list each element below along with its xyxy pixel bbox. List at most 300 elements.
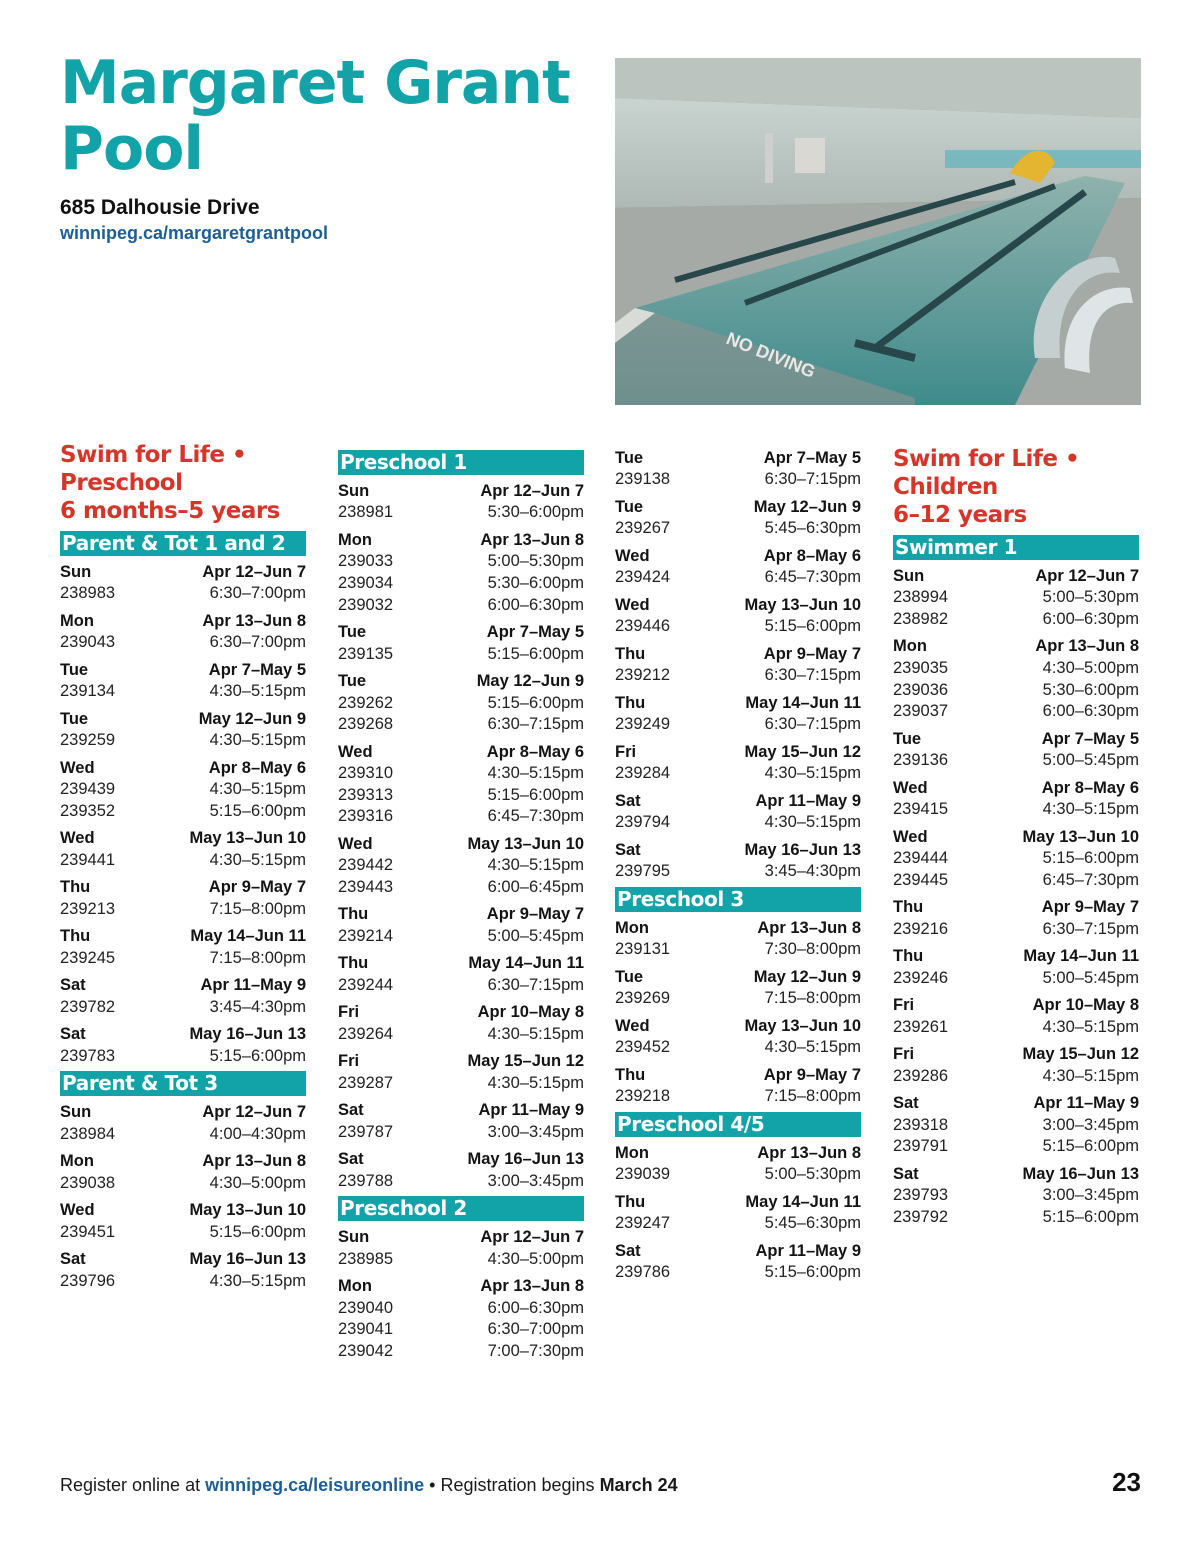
entry-day: Wed [338,834,373,853]
session-time: 6:30–7:15pm [1042,919,1139,938]
session-row [893,968,1139,990]
entry-dates: Apr 11–May 9 [755,791,861,810]
entry-day: Fri [338,1003,360,1022]
leisure-online-link[interactable]: winnipeg.ca/leisureonline [205,1475,425,1495]
entry-day: Wed [338,742,373,761]
session-row [60,681,306,703]
entry-dates: Apr 12–Jun 7 [202,562,306,581]
course-code: 239246 [893,968,949,987]
entry-dates: Apr 12–Jun 7 [480,1228,584,1247]
entry-header [60,660,306,682]
session-row [893,799,1139,821]
schedule-entry [60,611,306,654]
entry-dates: May 16–Jun 13 [1022,1164,1139,1183]
schedule-entry [60,1024,306,1067]
course-code: 239037 [893,702,949,721]
session-row [615,988,861,1010]
schedule-entry [60,1102,306,1145]
entry-day: Sun [338,481,370,500]
session-time: 6:30–7:15pm [764,666,861,685]
course-code: 239441 [60,850,116,869]
entry-day: Tue [338,671,367,690]
session-row [338,502,584,524]
entry-dates: May 14–Jun 11 [745,693,861,712]
entry-day: Sat [615,791,641,810]
entry-day: Thu [893,898,924,917]
entry-dates: Apr 13–Jun 8 [480,530,584,549]
entry-header [338,834,584,856]
course-code: 239310 [338,764,394,783]
course-code: 239318 [893,1115,949,1134]
schedule-entry [615,918,861,961]
session-time: 5:15–6:00pm [209,801,306,820]
session-time: 5:00–5:45pm [1042,968,1139,987]
program-heading: Preschool 3 [615,887,861,912]
session-row [338,693,584,715]
entry-day: Fri [893,996,915,1015]
schedule-entry [615,644,861,687]
section-heading-line: 6 months–5 years [60,498,280,524]
session-row [60,730,306,752]
entry-header [60,709,306,731]
course-code: 239796 [60,1271,116,1290]
entry-day: Wed [615,595,650,614]
session-time: 3:45–4:30pm [764,862,861,881]
course-code: 239793 [893,1186,949,1205]
course-code: 239352 [60,801,116,820]
entry-header [60,1249,306,1271]
session-time: 6:45–7:30pm [1042,870,1139,889]
session-row [338,1249,584,1271]
program-heading: Parent & Tot 1 and 2 [60,531,306,556]
session-time: 3:00–3:45pm [487,1122,584,1141]
entry-day: Tue [338,622,367,641]
entry-header [60,828,306,850]
schedule-entry [60,758,306,823]
course-code: 239034 [338,573,394,592]
session-row [338,926,584,948]
session-time: 5:30–6:00pm [1042,680,1139,699]
session-time: 5:15–6:00pm [487,785,584,804]
schedule-entry [615,1192,861,1235]
session-row [60,1173,306,1195]
entry-header [615,595,861,617]
course-code: 239213 [60,899,116,918]
entry-dates: May 12–Jun 9 [198,709,306,728]
session-row [893,1136,1139,1158]
section-heading-line: Swim for Life • Children [893,446,1080,500]
entry-dates: May 14–Jun 11 [468,954,584,973]
session-time: 3:00–3:45pm [1042,1186,1139,1205]
entry-header [893,566,1139,588]
session-time: 5:00–5:45pm [1042,751,1139,770]
entry-dates: May 15–Jun 12 [744,742,861,761]
session-time: 5:15–6:00pm [487,693,584,712]
entry-day: Thu [615,644,646,663]
schedule-entry [338,622,584,665]
course-code: 239033 [338,552,394,571]
entry-header [60,975,306,997]
course-code: 239267 [615,519,671,538]
session-time: 4:30–5:15pm [764,1038,861,1057]
course-code: 239038 [60,1173,116,1192]
entry-day: Sat [615,840,641,859]
course-code: 239216 [893,919,949,938]
schedule-entry [338,1100,584,1143]
session-row [893,1185,1139,1207]
schedule-entry [338,530,584,616]
entry-header [615,448,861,470]
session-row [615,616,861,638]
session-row [893,701,1139,723]
session-time: 4:30–5:15pm [209,1271,306,1290]
session-time: 5:15–6:00pm [1042,849,1139,868]
entry-day: Sun [60,562,92,581]
schedule-entry [60,877,306,920]
session-time: 7:15–8:00pm [764,1087,861,1106]
entry-header [338,1002,584,1024]
session-time: 6:00–6:45pm [487,877,584,896]
session-row [615,567,861,589]
course-code: 239135 [338,644,394,663]
entry-header [615,967,861,989]
session-row [893,680,1139,702]
session-row [893,1017,1139,1039]
session-row [893,848,1139,870]
session-time: 6:00–6:30pm [1042,609,1139,628]
session-row [338,806,584,828]
schedule-entry [338,1149,584,1192]
entry-dates: May 13–Jun 10 [1022,827,1139,846]
entry-header [338,1051,584,1073]
session-time: 6:00–6:30pm [487,1298,584,1317]
entry-header [893,946,1139,968]
session-row [893,1115,1139,1137]
session-row [338,1122,584,1144]
session-row [60,1271,306,1293]
session-time: 6:00–6:30pm [1042,702,1139,721]
entry-day: Wed [893,778,928,797]
entry-header [615,644,861,666]
schedule-entry [60,1249,306,1292]
entry-dates: May 16–Jun 13 [744,840,861,859]
session-row [60,779,306,801]
session-row [615,665,861,687]
session-time: 5:00–5:30pm [764,1165,861,1184]
schedule-entry [615,840,861,883]
session-row [338,1319,584,1341]
session-row [338,1171,584,1193]
session-row [338,595,584,617]
entry-dates: May 12–Jun 9 [753,967,861,986]
session-row [338,1341,584,1363]
session-time: 4:30–5:15pm [1042,1066,1139,1085]
pool-marking: NO DIVING [723,328,819,382]
session-time: 5:30–6:00pm [487,573,584,592]
schedule-column-4 [893,445,1139,1228]
entry-dates: May 15–Jun 12 [467,1052,584,1071]
entry-dates: May 12–Jun 9 [476,671,584,690]
entry-header [615,840,861,862]
session-row [338,644,584,666]
session-time: 6:45–7:30pm [487,807,584,826]
footer-prefix: Register online at [60,1475,206,1495]
session-row [893,587,1139,609]
session-row [60,801,306,823]
entry-dates: Apr 12–Jun 7 [1035,566,1139,585]
program-heading: Preschool 2 [338,1196,584,1221]
schedule-entry [615,693,861,736]
entry-day: Mon [60,611,94,630]
entry-header [615,497,861,519]
session-row [60,948,306,970]
course-code: 239259 [60,731,116,750]
schedule-column-3 [615,442,861,1284]
schedule-entry [893,566,1139,631]
pool-photo [615,58,1141,405]
schedule-entry [893,1164,1139,1229]
session-time: 4:30–5:15pm [1042,1017,1139,1036]
session-row [893,919,1139,941]
footer-middle: • Registration begins [424,1475,600,1495]
course-code: 239036 [893,680,949,699]
entry-dates: May 13–Jun 10 [467,834,584,853]
entry-header [615,1192,861,1214]
entry-day: Sat [338,1101,364,1120]
session-row [338,573,584,595]
course-code: 239284 [615,764,671,783]
session-row [60,583,306,605]
course-code: 239244 [338,975,394,994]
session-time: 5:30–6:00pm [487,503,584,522]
session-row [338,714,584,736]
session-time: 4:00–4:30pm [209,1124,306,1143]
entry-dates: Apr 8–May 6 [1041,778,1139,797]
session-time: 4:30–5:15pm [487,856,584,875]
entry-header [615,546,861,568]
course-code: 239795 [615,862,671,881]
entry-dates: May 14–Jun 11 [190,927,306,946]
entry-header [615,1065,861,1087]
entry-header [893,1044,1139,1066]
session-row [338,785,584,807]
entry-day: Thu [615,1065,646,1084]
session-row [893,1066,1139,1088]
entry-header [338,671,584,693]
session-time: 5:00–5:30pm [487,552,584,571]
course-code: 239782 [60,997,116,1016]
program-heading: Preschool 4/5 [615,1112,861,1137]
entry-day: Sat [338,1150,364,1169]
session-row [60,997,306,1019]
session-time: 5:15–6:00pm [209,1046,306,1065]
session-row [615,861,861,883]
course-code: 239783 [60,1046,116,1065]
session-row [893,1207,1139,1229]
session-time: 6:30–7:15pm [487,975,584,994]
session-row [615,763,861,785]
entry-day: Tue [893,729,922,748]
course-code: 239787 [338,1122,394,1141]
course-code: 239451 [60,1222,116,1241]
entry-dates: Apr 11–May 9 [755,1241,861,1260]
page-number: 23 [1112,1467,1141,1497]
course-code: 239043 [60,633,116,652]
session-time: 5:15–6:00pm [1042,1207,1139,1226]
section-heading [893,445,1139,529]
session-row [60,899,306,921]
session-time: 3:00–3:45pm [487,1171,584,1190]
course-code: 239791 [893,1137,949,1156]
schedule-entry [338,1002,584,1045]
course-code: 239439 [60,780,116,799]
entry-dates: Apr 7–May 5 [763,448,861,467]
entry-dates: Apr 10–May 8 [477,1003,584,1022]
schedule-entry [60,1151,306,1194]
entry-header [60,1151,306,1173]
pool-photo-illustration [615,58,1141,405]
pool-website-link[interactable]: winnipeg.ca/margaretgrantpool [60,223,329,243]
session-row [615,812,861,834]
session-time: 6:30–7:15pm [487,715,584,734]
entry-day: Thu [615,1192,646,1211]
entry-dates: Apr 9–May 7 [486,905,584,924]
entry-day: Fri [615,742,637,761]
session-row [60,850,306,872]
entry-dates: Apr 8–May 6 [208,758,306,777]
session-time: 5:15–6:00pm [764,1263,861,1282]
course-code: 239249 [615,715,671,734]
entry-day: Tue [615,497,644,516]
entry-dates: Apr 11–May 9 [1033,1094,1139,1113]
session-time: 6:30–7:15pm [764,715,861,734]
course-code: 239134 [60,682,116,701]
session-time: 5:15–6:00pm [487,644,584,663]
address: 685 Dalhousie Drive [60,196,260,219]
schedule-entry [615,791,861,834]
session-row [615,1037,861,1059]
session-time: 7:15–8:00pm [209,948,306,967]
schedule-entry [338,742,584,828]
entry-day: Mon [338,1277,372,1296]
entry-day: Mon [338,530,372,549]
entry-day: Thu [615,693,646,712]
session-time: 4:30–5:00pm [1042,658,1139,677]
entry-dates: Apr 13–Jun 8 [202,1152,306,1171]
entry-day: Thu [893,947,924,966]
entry-header [893,729,1139,751]
session-time: 5:45–6:30pm [764,1214,861,1233]
session-time: 7:00–7:30pm [487,1341,584,1360]
course-code: 238984 [60,1124,116,1143]
session-row [60,632,306,654]
entry-day: Sat [60,1025,86,1044]
entry-dates: May 14–Jun 11 [1023,947,1139,966]
course-code: 238982 [893,609,949,628]
entry-dates: Apr 11–May 9 [200,976,306,995]
entry-header [615,693,861,715]
entry-header [60,611,306,633]
session-time: 6:30–7:15pm [764,470,861,489]
entry-dates: Apr 7–May 5 [208,660,306,679]
session-time: 4:30–5:15pm [209,731,306,750]
schedule-entry [615,1143,861,1186]
course-code: 239442 [338,856,394,875]
course-code: 239443 [338,877,394,896]
session-row [338,1024,584,1046]
entry-dates: May 15–Jun 12 [1022,1045,1139,1064]
session-row [60,1124,306,1146]
course-code: 238983 [60,584,116,603]
entry-header [893,778,1139,800]
course-code: 239269 [615,989,671,1008]
entry-header [615,1241,861,1263]
entry-header [338,1149,584,1171]
entry-day: Sat [893,1094,919,1113]
course-code: 239444 [893,849,949,868]
course-code: 239212 [615,666,671,685]
session-row [338,1073,584,1095]
entry-header [338,622,584,644]
entry-header [338,742,584,764]
entry-dates: May 16–Jun 13 [467,1150,584,1169]
session-time: 5:00–5:30pm [1042,588,1139,607]
entry-day: Thu [338,905,369,924]
entry-day: Thu [60,927,91,946]
session-row [338,975,584,997]
entry-dates: May 13–Jun 10 [744,595,861,614]
entry-dates: Apr 7–May 5 [1041,729,1139,748]
course-code: 239786 [615,1263,671,1282]
course-code: 239316 [338,807,394,826]
entry-header [615,742,861,764]
entry-header [60,1200,306,1222]
entry-dates: May 12–Jun 9 [753,497,861,516]
course-code: 239136 [893,751,949,770]
entry-header [615,791,861,813]
entry-dates: Apr 13–Jun 8 [1035,637,1139,656]
session-time: 4:30–5:00pm [209,1173,306,1192]
course-code: 239041 [338,1320,394,1339]
entry-dates: Apr 13–Jun 8 [202,611,306,630]
entry-dates: Apr 9–May 7 [1041,898,1139,917]
course-code: 239131 [615,940,671,959]
entry-header [893,1164,1139,1186]
schedule-entry [615,448,861,491]
entry-day: Sun [60,1103,92,1122]
course-code: 239287 [338,1073,394,1092]
schedule-entry [615,742,861,785]
session-time: 6:30–7:00pm [209,584,306,603]
schedule-entry [893,729,1139,772]
entry-header [60,1024,306,1046]
entry-header [60,758,306,780]
course-code: 239032 [338,595,394,614]
entry-day: Wed [893,827,928,846]
entry-day: Tue [615,448,644,467]
course-code: 239268 [338,715,394,734]
schedule-entry [893,827,1139,892]
course-code: 239286 [893,1066,949,1085]
entry-day: Mon [615,918,649,937]
section-heading-line: 6–12 years [893,502,1027,528]
entry-header [615,1143,861,1165]
schedule-entry [338,1051,584,1094]
session-row [615,518,861,540]
schedule-column-1 [60,441,306,1292]
entry-day: Sat [615,1241,641,1260]
session-row [615,939,861,961]
